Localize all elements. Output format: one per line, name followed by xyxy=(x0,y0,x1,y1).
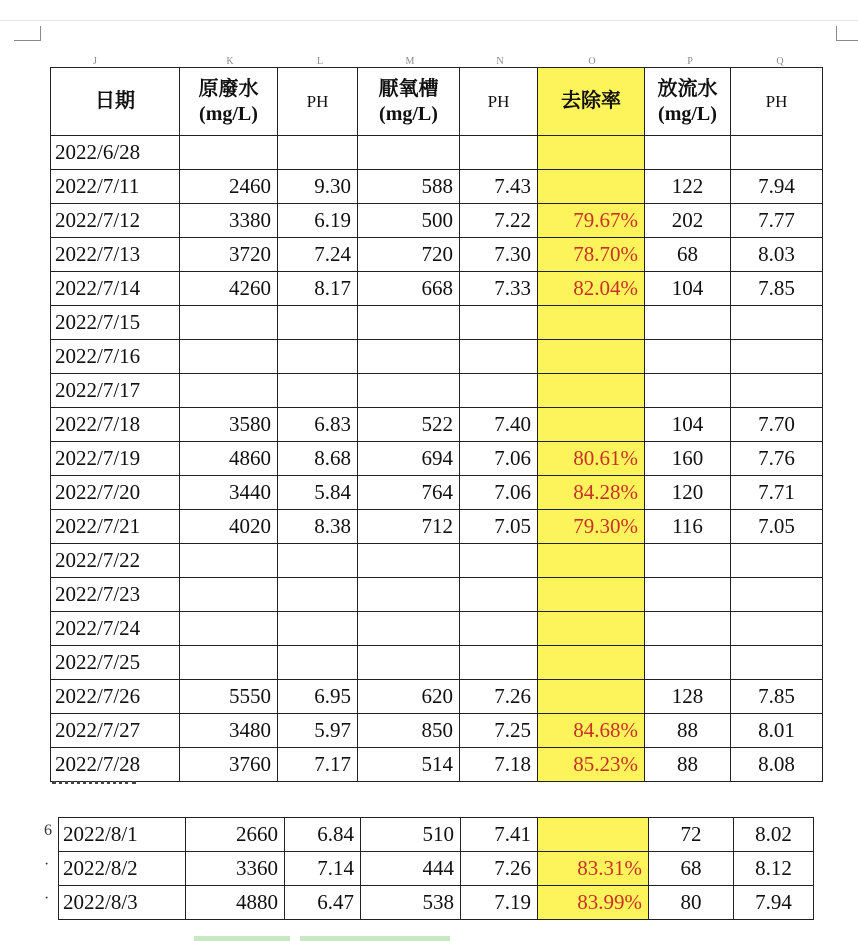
raw-water-cell: 3720 xyxy=(180,238,278,272)
ph-anaerobic-cell: 7.43 xyxy=(460,170,538,204)
table-row xyxy=(51,476,823,510)
anaerobic-cell xyxy=(358,306,460,340)
header-row xyxy=(51,68,823,136)
ph-anaerobic-cell: 7.18 xyxy=(460,748,538,782)
removal-rate-cell xyxy=(538,408,645,442)
ph-raw-cell: 5.84 xyxy=(278,476,358,510)
ph-effluent-cell xyxy=(731,544,823,578)
ph-raw-cell: 6.47 xyxy=(285,886,361,920)
ph-effluent-cell: 8.08 xyxy=(731,748,823,782)
ph-raw-cell xyxy=(278,340,358,374)
ph-anaerobic-cell: 7.33 xyxy=(460,272,538,306)
removal-rate-cell: 83.31% xyxy=(538,852,649,886)
raw-water-cell xyxy=(180,578,278,612)
date-cell: 2022/8/1 xyxy=(59,818,186,852)
table-row xyxy=(59,886,814,920)
removal-rate-cell: 79.30% xyxy=(538,510,645,544)
anaerobic-cell: 500 xyxy=(358,204,460,238)
ph-anaerobic-cell: 7.41 xyxy=(461,818,538,852)
ph-effluent-cell xyxy=(731,136,823,170)
raw-water-cell: 5550 xyxy=(180,680,278,714)
ph-anaerobic-cell xyxy=(460,136,538,170)
date-cell: 2022/8/2 xyxy=(59,852,186,886)
raw-water-cell: 3360 xyxy=(186,852,285,886)
effluent-cell: 72 xyxy=(649,818,734,852)
table-row xyxy=(51,544,823,578)
raw-water-cell: 4860 xyxy=(180,442,278,476)
removal-rate-cell: 79.67% xyxy=(538,204,645,238)
ph-effluent-cell: 8.03 xyxy=(731,238,823,272)
header-raw-water: 原廢水 (mg/L) xyxy=(180,68,278,136)
table-row xyxy=(51,170,823,204)
effluent-cell xyxy=(645,612,731,646)
ph-raw-cell xyxy=(278,612,358,646)
ph-anaerobic-cell: 7.06 xyxy=(460,476,538,510)
effluent-cell: 88 xyxy=(645,748,731,782)
removal-rate-cell xyxy=(538,818,649,852)
ph-effluent-cell xyxy=(731,374,823,408)
anaerobic-cell: 588 xyxy=(358,170,460,204)
removal-rate-cell xyxy=(538,374,645,408)
date-cell: 2022/7/15 xyxy=(51,306,180,340)
ph-anaerobic-cell xyxy=(460,612,538,646)
table-row xyxy=(51,374,823,408)
effluent-cell xyxy=(645,136,731,170)
ph-anaerobic-cell: 7.06 xyxy=(460,442,538,476)
ph-raw-cell xyxy=(278,136,358,170)
column-letter: P xyxy=(687,56,693,67)
data-table-august xyxy=(58,817,814,920)
date-cell: 2022/7/21 xyxy=(51,510,180,544)
ph-effluent-cell: 8.01 xyxy=(731,714,823,748)
ph-effluent-cell: 7.77 xyxy=(731,204,823,238)
effluent-cell: 160 xyxy=(645,442,731,476)
ph-effluent-cell: 7.70 xyxy=(731,408,823,442)
raw-water-cell xyxy=(180,544,278,578)
date-cell: 2022/7/28 xyxy=(51,748,180,782)
column-letter: K xyxy=(226,56,234,67)
table-row xyxy=(51,510,823,544)
anaerobic-cell xyxy=(358,612,460,646)
data-table-july xyxy=(50,67,823,782)
ph-raw-cell: 7.24 xyxy=(278,238,358,272)
ph-raw-cell: 8.38 xyxy=(278,510,358,544)
ph-effluent-cell: 7.94 xyxy=(731,170,823,204)
effluent-cell: 120 xyxy=(645,476,731,510)
removal-rate-cell xyxy=(538,680,645,714)
date-cell: 2022/7/24 xyxy=(51,612,180,646)
anaerobic-cell: 668 xyxy=(358,272,460,306)
raw-water-cell: 4260 xyxy=(180,272,278,306)
ph-raw-cell xyxy=(278,646,358,680)
crop-mark-right xyxy=(836,26,858,41)
ph-raw-cell: 8.17 xyxy=(278,272,358,306)
removal-rate-cell xyxy=(538,136,645,170)
anaerobic-cell: 510 xyxy=(361,818,461,852)
ph-effluent-cell xyxy=(731,306,823,340)
date-cell: 2022/7/27 xyxy=(51,714,180,748)
anaerobic-cell xyxy=(358,136,460,170)
removal-rate-cell: 80.61% xyxy=(538,442,645,476)
date-cell: 2022/7/20 xyxy=(51,476,180,510)
ph-anaerobic-cell xyxy=(460,306,538,340)
ph-effluent-cell: 8.12 xyxy=(734,852,814,886)
raw-water-cell xyxy=(180,646,278,680)
table-row xyxy=(51,646,823,680)
removal-rate-cell: 85.23% xyxy=(538,748,645,782)
effluent-cell xyxy=(645,306,731,340)
anaerobic-cell: 620 xyxy=(358,680,460,714)
effluent-cell xyxy=(645,578,731,612)
ph-raw-cell: 6.95 xyxy=(278,680,358,714)
raw-water-cell: 3480 xyxy=(180,714,278,748)
ph-anaerobic-cell: 7.30 xyxy=(460,238,538,272)
header-ph-raw: PH xyxy=(278,68,358,136)
removal-rate-cell: 78.70% xyxy=(538,238,645,272)
ph-anaerobic-cell xyxy=(460,374,538,408)
ph-effluent-cell xyxy=(731,612,823,646)
ph-effluent-cell: 7.05 xyxy=(731,510,823,544)
ph-raw-cell: 6.83 xyxy=(278,408,358,442)
effluent-cell xyxy=(645,646,731,680)
ph-effluent-cell xyxy=(731,578,823,612)
effluent-cell xyxy=(645,374,731,408)
column-letter: J xyxy=(93,56,97,67)
anaerobic-cell xyxy=(358,544,460,578)
anaerobic-cell: 444 xyxy=(361,852,461,886)
raw-water-cell: 4020 xyxy=(180,510,278,544)
date-cell: 2022/7/11 xyxy=(51,170,180,204)
green-fill-fragment xyxy=(300,936,450,941)
effluent-cell xyxy=(645,544,731,578)
page-edge-line xyxy=(0,20,858,21)
raw-water-cell: 3760 xyxy=(180,748,278,782)
ph-anaerobic-cell: 7.22 xyxy=(460,204,538,238)
removal-rate-cell: 83.99% xyxy=(538,886,649,920)
raw-water-cell: 3580 xyxy=(180,408,278,442)
ph-anaerobic-cell: 7.40 xyxy=(460,408,538,442)
table-row xyxy=(59,818,814,852)
ph-anaerobic-cell: 7.26 xyxy=(461,852,538,886)
date-cell: 2022/7/25 xyxy=(51,646,180,680)
ph-raw-cell: 7.17 xyxy=(278,748,358,782)
anaerobic-cell xyxy=(358,340,460,374)
column-letter: O xyxy=(588,56,596,67)
table-row xyxy=(51,612,823,646)
cut-off-row xyxy=(52,778,822,786)
date-cell: 2022/6/28 xyxy=(51,136,180,170)
anaerobic-cell xyxy=(358,374,460,408)
date-cell: 2022/7/23 xyxy=(51,578,180,612)
raw-water-cell xyxy=(180,340,278,374)
anaerobic-cell: 720 xyxy=(358,238,460,272)
raw-water-cell xyxy=(180,306,278,340)
anaerobic-cell: 522 xyxy=(358,408,460,442)
effluent-cell: 104 xyxy=(645,272,731,306)
date-cell: 2022/7/26 xyxy=(51,680,180,714)
raw-water-cell: 3440 xyxy=(180,476,278,510)
ph-effluent-cell xyxy=(731,646,823,680)
anaerobic-cell: 712 xyxy=(358,510,460,544)
ph-anaerobic-cell: 7.25 xyxy=(460,714,538,748)
removal-rate-cell xyxy=(538,646,645,680)
ph-effluent-cell: 7.94 xyxy=(734,886,814,920)
effluent-cell: 128 xyxy=(645,680,731,714)
header-date: 日期 xyxy=(51,68,180,136)
effluent-cell: 202 xyxy=(645,204,731,238)
ph-raw-cell: 6.19 xyxy=(278,204,358,238)
removal-rate-cell xyxy=(538,170,645,204)
date-cell: 2022/7/12 xyxy=(51,204,180,238)
ph-anaerobic-cell xyxy=(460,544,538,578)
ph-raw-cell xyxy=(278,578,358,612)
date-cell: 2022/7/19 xyxy=(51,442,180,476)
table-row xyxy=(51,340,823,374)
ph-raw-cell: 6.84 xyxy=(285,818,361,852)
removal-rate-cell: 82.04% xyxy=(538,272,645,306)
table-row xyxy=(51,680,823,714)
header-removal-rate: 去除率 xyxy=(538,68,645,136)
ph-effluent-cell: 7.85 xyxy=(731,272,823,306)
table-row xyxy=(51,408,823,442)
effluent-cell: 80 xyxy=(649,886,734,920)
column-letter: M xyxy=(405,56,415,67)
effluent-cell: 104 xyxy=(645,408,731,442)
raw-water-cell xyxy=(180,136,278,170)
date-cell: 2022/7/17 xyxy=(51,374,180,408)
table-row xyxy=(51,306,823,340)
removal-rate-cell xyxy=(538,340,645,374)
ph-anaerobic-cell: 7.19 xyxy=(461,886,538,920)
table-row xyxy=(51,578,823,612)
date-cell: 2022/7/18 xyxy=(51,408,180,442)
ph-effluent-cell: 8.02 xyxy=(734,818,814,852)
ph-raw-cell: 8.68 xyxy=(278,442,358,476)
crop-mark-left xyxy=(14,26,41,41)
green-fill-fragment xyxy=(194,936,290,941)
effluent-cell: 116 xyxy=(645,510,731,544)
table-row xyxy=(51,136,823,170)
column-letter: L xyxy=(316,56,324,67)
ph-raw-cell xyxy=(278,374,358,408)
side-mark: · xyxy=(44,890,50,907)
table-row xyxy=(51,748,823,782)
ph-anaerobic-cell xyxy=(460,340,538,374)
header-effluent: 放流水 (mg/L) xyxy=(645,68,731,136)
side-mark: · xyxy=(44,856,50,873)
ph-raw-cell: 5.97 xyxy=(278,714,358,748)
ph-anaerobic-cell: 7.05 xyxy=(460,510,538,544)
effluent-cell: 68 xyxy=(645,238,731,272)
anaerobic-cell xyxy=(358,578,460,612)
effluent-cell: 122 xyxy=(645,170,731,204)
ph-effluent-cell: 7.71 xyxy=(731,476,823,510)
date-cell: 2022/8/3 xyxy=(59,886,186,920)
anaerobic-cell: 514 xyxy=(358,748,460,782)
column-letter: Q xyxy=(776,56,784,67)
date-cell: 2022/7/22 xyxy=(51,544,180,578)
table-row xyxy=(51,238,823,272)
ph-raw-cell xyxy=(278,306,358,340)
anaerobic-cell: 764 xyxy=(358,476,460,510)
removal-rate-cell xyxy=(538,612,645,646)
date-cell: 2022/7/16 xyxy=(51,340,180,374)
ph-anaerobic-cell: 7.26 xyxy=(460,680,538,714)
column-letter: N xyxy=(496,56,504,67)
effluent-cell: 68 xyxy=(649,852,734,886)
removal-rate-cell xyxy=(538,306,645,340)
anaerobic-cell xyxy=(358,646,460,680)
raw-water-cell: 2460 xyxy=(180,170,278,204)
header-ph-effluent: PH xyxy=(731,68,823,136)
removal-rate-cell: 84.28% xyxy=(538,476,645,510)
ph-anaerobic-cell xyxy=(460,646,538,680)
header-ph-anaerobic: PH xyxy=(460,68,538,136)
date-cell: 2022/7/13 xyxy=(51,238,180,272)
ph-effluent-cell xyxy=(731,340,823,374)
ph-raw-cell: 9.30 xyxy=(278,170,358,204)
raw-water-cell xyxy=(180,612,278,646)
table-row xyxy=(51,204,823,238)
effluent-cell xyxy=(645,340,731,374)
removal-rate-cell xyxy=(538,578,645,612)
anaerobic-cell: 850 xyxy=(358,714,460,748)
header-anaerobic: 厭氧槽 (mg/L) xyxy=(358,68,460,136)
side-mark: 6 xyxy=(44,822,52,839)
table-row xyxy=(51,714,823,748)
anaerobic-cell: 538 xyxy=(361,886,461,920)
ph-raw-cell xyxy=(278,544,358,578)
raw-water-cell: 4880 xyxy=(186,886,285,920)
table-row xyxy=(51,442,823,476)
removal-rate-cell xyxy=(538,544,645,578)
ph-effluent-cell: 7.76 xyxy=(731,442,823,476)
anaerobic-cell: 694 xyxy=(358,442,460,476)
date-cell: 2022/7/14 xyxy=(51,272,180,306)
raw-water-cell: 3380 xyxy=(180,204,278,238)
ph-raw-cell: 7.14 xyxy=(285,852,361,886)
effluent-cell: 88 xyxy=(645,714,731,748)
ph-anaerobic-cell xyxy=(460,578,538,612)
table-row xyxy=(59,852,814,886)
raw-water-cell: 2660 xyxy=(186,818,285,852)
removal-rate-cell: 84.68% xyxy=(538,714,645,748)
raw-water-cell xyxy=(180,374,278,408)
table-row xyxy=(51,272,823,306)
ph-effluent-cell: 7.85 xyxy=(731,680,823,714)
